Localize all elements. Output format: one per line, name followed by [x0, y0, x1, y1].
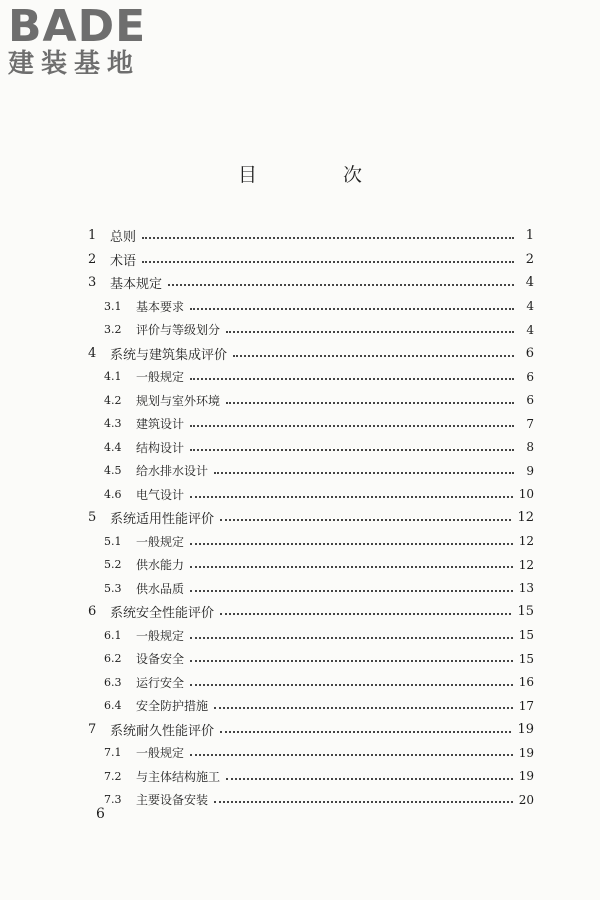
- toc-entry-number: 7.1: [104, 746, 122, 760]
- toc-entry-leader: [214, 800, 513, 803]
- toc-entry-label: 一般规定: [136, 746, 185, 761]
- toc-entry-number: 6.4: [104, 699, 122, 713]
- toc-entry-leader: [190, 659, 513, 662]
- toc-entry-label: 总则: [110, 230, 137, 246]
- toc-entry-page: 19: [518, 769, 534, 784]
- toc-entry[interactable]: [88, 506, 534, 530]
- toc-entry-label: 设备安全: [136, 652, 185, 667]
- logo-subtitle: 建装基地: [8, 49, 141, 79]
- toc-entry-label: 供水能力: [136, 558, 185, 573]
- toc-entry-number: 6.2: [104, 652, 122, 666]
- toc-entry-label: 基本要求: [136, 299, 185, 314]
- toc-entry-label: 一般规定: [136, 370, 185, 385]
- toc-entry[interactable]: [88, 295, 534, 319]
- toc-entry-page: 15: [517, 604, 534, 620]
- toc-entry-leader: [190, 636, 513, 639]
- toc-entry-page: 2: [525, 251, 534, 267]
- toc-entry-leader: [226, 777, 513, 780]
- toc-entry-number: 7: [88, 721, 97, 737]
- toc-entry-page: 8: [526, 440, 534, 455]
- toc-entry[interactable]: [88, 718, 534, 742]
- toc-entry-number: 1: [88, 228, 97, 244]
- toc-entry-leader: [190, 448, 514, 451]
- toc-entry-number: 2: [88, 251, 97, 267]
- toc-entry-label: 系统安全性能评价: [110, 606, 215, 622]
- toc-entry[interactable]: [88, 765, 534, 789]
- toc-entry[interactable]: [88, 483, 534, 507]
- logo: [8, 1, 178, 79]
- toc-entry-number: 7.3: [104, 793, 122, 807]
- toc-entry[interactable]: [88, 577, 534, 601]
- toc-entry-page: 4: [525, 275, 534, 291]
- toc-entry-number: 6.3: [104, 675, 122, 689]
- toc-entry-page: 12: [517, 510, 534, 526]
- toc-entry-leader: [190, 753, 513, 756]
- toc-entry-label: 主要设备安装: [136, 793, 209, 808]
- toc-entry[interactable]: [88, 271, 534, 295]
- toc-entry-leader: [233, 354, 514, 357]
- toc-entry-page: 15: [518, 628, 534, 643]
- toc-entry-number: 4.1: [104, 370, 122, 384]
- toc-entry[interactable]: [88, 647, 534, 671]
- toc-entry-number: 4.3: [104, 417, 122, 431]
- toc-entry-label: 规划与室外环境: [136, 393, 221, 408]
- toc-entry-label: 一般规定: [136, 534, 185, 549]
- toc-entry-number: 4.6: [104, 487, 122, 501]
- toc-entry-number: 3.2: [104, 323, 122, 337]
- toc-entry-number: 6: [88, 604, 97, 620]
- toc-entry-label: 给水排水设计: [136, 464, 209, 479]
- toc-entry[interactable]: [88, 788, 534, 812]
- toc-entry-label: 系统适用性能评价: [110, 512, 215, 528]
- toc-entry[interactable]: [88, 530, 534, 554]
- toc-entry-leader: [220, 612, 511, 615]
- logo-word: BADE: [8, 1, 147, 52]
- toc-entry-page: 19: [518, 745, 534, 760]
- toc-entry-page: 9: [526, 463, 534, 478]
- toc-entry[interactable]: [88, 741, 534, 765]
- toc-entry[interactable]: [88, 600, 534, 624]
- toc-entry-leader: [190, 589, 513, 592]
- toc-entry-leader: [226, 330, 514, 333]
- toc-entry[interactable]: [88, 624, 534, 648]
- toc-entry-leader: [190, 377, 514, 380]
- table-of-contents: [88, 224, 534, 812]
- toc-entry-number: 7.2: [104, 769, 122, 783]
- toc-entry-label: 系统耐久性能评价: [110, 723, 215, 739]
- page-number: 6: [96, 806, 105, 822]
- toc-entry-leader: [220, 730, 511, 733]
- toc-entry-page: 6: [525, 345, 534, 361]
- toc-entry[interactable]: [88, 553, 534, 577]
- toc-entry[interactable]: [88, 459, 534, 483]
- toc-title: 目 次: [237, 164, 403, 186]
- toc-entry-page: 15: [518, 651, 534, 666]
- toc-entry-page: 20: [518, 792, 534, 807]
- toc-entry-page: 4: [526, 299, 534, 314]
- toc-entry[interactable]: [88, 224, 534, 248]
- toc-entry-label: 供水品质: [136, 581, 185, 596]
- toc-entry-label: 安全防护措施: [136, 699, 209, 714]
- toc-entry-leader: [190, 565, 513, 568]
- toc-entry-page: 6: [526, 369, 534, 384]
- toc-entry-number: 6.1: [104, 628, 122, 642]
- toc-entry-page: 16: [518, 675, 534, 690]
- toc-entry-leader: [142, 236, 514, 239]
- toc-entry-number: 5.2: [104, 558, 122, 572]
- toc-entry-label: 系统与建筑集成评价: [110, 347, 228, 363]
- toc-entry-number: 3: [88, 275, 97, 291]
- toc-entry-label: 一般规定: [136, 628, 185, 643]
- toc-entry-label: 基本规定: [110, 277, 163, 293]
- toc-entry-number: 3.1: [104, 299, 122, 313]
- toc-entry[interactable]: [88, 694, 534, 718]
- toc-entry-label: 结构设计: [136, 440, 185, 455]
- toc-entry-leader: [214, 471, 514, 474]
- toc-entry[interactable]: [88, 342, 534, 366]
- toc-entry-page: 12: [518, 557, 534, 572]
- toc-entry[interactable]: [88, 389, 534, 413]
- toc-entry-page: 1: [525, 228, 534, 244]
- toc-entry-leader: [190, 307, 514, 310]
- toc-entry-label: 与主体结构施工: [136, 769, 221, 784]
- toc-entry-number: 5: [88, 510, 97, 526]
- toc-entry-page: 7: [526, 416, 534, 431]
- toc-entry-label: 建筑设计: [136, 417, 185, 432]
- toc-entry-leader: [190, 424, 514, 427]
- toc-entry[interactable]: [88, 671, 534, 695]
- toc-entry-label: 电气设计: [136, 487, 185, 502]
- toc-entry-number: 4.5: [104, 464, 122, 478]
- toc-entry-label: 评价与等级划分: [136, 323, 221, 338]
- toc-entry[interactable]: [88, 248, 534, 272]
- toc-entry-label: 运行安全: [136, 675, 185, 690]
- toc-entry-leader: [168, 283, 514, 286]
- toc-entry[interactable]: [88, 365, 534, 389]
- toc-entry[interactable]: [88, 412, 534, 436]
- toc-entry-page: 4: [526, 322, 534, 337]
- toc-entry-leader: [190, 495, 513, 498]
- toc-entry-leader: [190, 542, 513, 545]
- toc-entry-number: 5.1: [104, 534, 122, 548]
- toc-entry-label: 术语: [110, 253, 137, 269]
- toc-entry-leader: [220, 518, 511, 521]
- toc-entry[interactable]: [88, 436, 534, 460]
- toc-entry-number: 4.2: [104, 393, 122, 407]
- toc-entry-number: 5.3: [104, 581, 122, 595]
- toc-entry-leader: [190, 683, 513, 686]
- toc-entry-number: 4: [88, 345, 97, 361]
- toc-entry-page: 12: [518, 534, 534, 549]
- toc-entry-leader: [142, 260, 514, 263]
- toc-entry-number: 4.4: [104, 440, 122, 454]
- toc-entry-leader: [214, 706, 513, 709]
- toc-entry[interactable]: [88, 318, 534, 342]
- toc-entry-leader: [226, 401, 514, 404]
- toc-entry-page: 17: [518, 698, 534, 713]
- toc-entry-page: 10: [518, 487, 534, 502]
- toc-entry-page: 6: [526, 393, 534, 408]
- toc-entry-page: 19: [517, 721, 534, 737]
- toc-entry-page: 13: [518, 581, 534, 596]
